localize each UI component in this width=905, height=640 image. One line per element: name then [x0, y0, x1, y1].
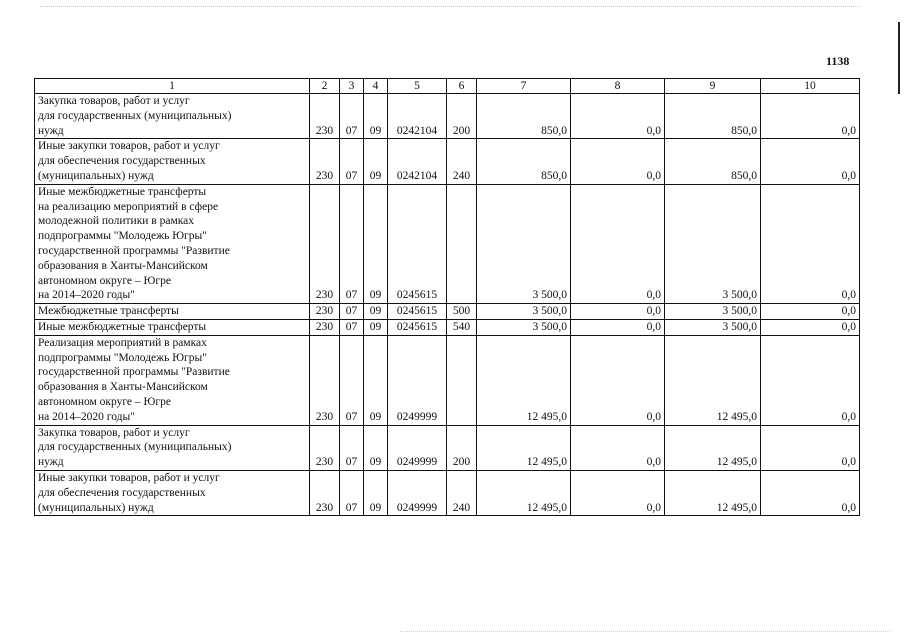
ministry-code-cell: 230: [310, 94, 340, 139]
amount-cell: 0,0: [571, 304, 665, 320]
amount-cell: 3 500,0: [665, 304, 761, 320]
ministry-code-cell: 230: [310, 139, 340, 184]
amount-cell: 0,0: [571, 184, 665, 303]
subsection-cell: 09: [364, 335, 388, 425]
amount-cell: 12 495,0: [477, 335, 571, 425]
amount-cell: 0,0: [571, 319, 665, 335]
budget-table: [34, 78, 860, 516]
expense-type-cell: 240: [447, 470, 477, 515]
row-name-cell: Иные закупки товаров, работ и услуг для обеспечения государственных (муниципальных) нужд: [35, 139, 310, 184]
section-cell: 07: [340, 94, 364, 139]
amount-cell: 0,0: [761, 470, 860, 515]
row-name-cell: Иные межбюджетные трансферты: [35, 319, 310, 335]
amount-cell: 0,0: [571, 139, 665, 184]
amount-cell: 850,0: [665, 94, 761, 139]
amount-cell: 3 500,0: [665, 184, 761, 303]
amount-cell: 0,0: [761, 94, 860, 139]
row-name-cell: Закупка товаров, работ и услуг для государственных (муниципальных) нужд: [35, 425, 310, 470]
target-article-cell: 0245615: [388, 184, 447, 303]
header-cell-5: 5: [388, 79, 447, 94]
row-name-cell: Закупка товаров, работ и услуг для государственных (муниципальных) нужд: [35, 94, 310, 139]
expense-type-cell: [447, 335, 477, 425]
target-article-cell: 0242104: [388, 139, 447, 184]
header-cell-8: 8: [571, 79, 665, 94]
amount-cell: 3 500,0: [665, 319, 761, 335]
amount-cell: 0,0: [761, 335, 860, 425]
header-cell-10: 10: [761, 79, 860, 94]
scan-artifact-bottom: [400, 631, 890, 632]
amount-cell: 12 495,0: [665, 425, 761, 470]
target-article-cell: 0249999: [388, 335, 447, 425]
row-name-cell: Межбюджетные трансферты: [35, 304, 310, 320]
header-cell-9: 9: [665, 79, 761, 94]
amount-cell: 0,0: [761, 319, 860, 335]
expense-type-cell: 200: [447, 94, 477, 139]
table-row: [35, 470, 860, 515]
section-cell: 07: [340, 319, 364, 335]
table-row: [35, 319, 860, 335]
amount-cell: 0,0: [571, 94, 665, 139]
amount-cell: 12 495,0: [477, 470, 571, 515]
ministry-code-cell: 230: [310, 184, 340, 303]
amount-cell: 850,0: [477, 94, 571, 139]
header-cell-3: 3: [340, 79, 364, 94]
amount-cell: 12 495,0: [665, 335, 761, 425]
page-edge-mark: [898, 22, 900, 94]
section-cell: 07: [340, 425, 364, 470]
table-row: [35, 425, 860, 470]
amount-cell: 12 495,0: [477, 425, 571, 470]
expense-type-cell: 240: [447, 139, 477, 184]
amount-cell: 0,0: [571, 425, 665, 470]
amount-cell: 0,0: [571, 470, 665, 515]
page-number: 1138: [826, 54, 850, 68]
table-row: [35, 184, 860, 303]
table-row: [35, 335, 860, 425]
header-cell-1: 1: [35, 79, 310, 94]
row-name-cell: Иные закупки товаров, работ и услуг для обеспечения государственных (муниципальных) нужд: [35, 470, 310, 515]
section-cell: 07: [340, 335, 364, 425]
ministry-code-cell: 230: [310, 335, 340, 425]
amount-cell: 0,0: [761, 425, 860, 470]
ministry-code-cell: 230: [310, 319, 340, 335]
header-cell-4: 4: [364, 79, 388, 94]
amount-cell: 3 500,0: [477, 184, 571, 303]
subsection-cell: 09: [364, 319, 388, 335]
target-article-cell: 0245615: [388, 319, 447, 335]
amount-cell: 3 500,0: [477, 319, 571, 335]
amount-cell: 3 500,0: [477, 304, 571, 320]
subsection-cell: 09: [364, 139, 388, 184]
header-cell-7: 7: [477, 79, 571, 94]
row-name-cell: Иные межбюджетные трансферты на реализацию мероприятий в сфере молодежной политики в рамках подпрограммы "Молодежь Югры" государственной программы "Развитие образования в Ханты-Мансийском автономном округе – Югре на 2014–2020 годы": [35, 184, 310, 303]
table-row: [35, 304, 860, 320]
table-header-row: [35, 79, 860, 94]
subsection-cell: 09: [364, 425, 388, 470]
amount-cell: 0,0: [761, 139, 860, 184]
target-article-cell: 0242104: [388, 94, 447, 139]
target-article-cell: 0249999: [388, 425, 447, 470]
section-cell: 07: [340, 184, 364, 303]
header-cell-6: 6: [447, 79, 477, 94]
expense-type-cell: [447, 184, 477, 303]
subsection-cell: 09: [364, 184, 388, 303]
expense-type-cell: 500: [447, 304, 477, 320]
ministry-code-cell: 230: [310, 470, 340, 515]
expense-type-cell: 540: [447, 319, 477, 335]
amount-cell: 0,0: [761, 184, 860, 303]
amount-cell: 850,0: [665, 139, 761, 184]
table-row: [35, 139, 860, 184]
target-article-cell: 0245615: [388, 304, 447, 320]
subsection-cell: 09: [364, 94, 388, 139]
scan-artifact-top: [40, 6, 860, 7]
amount-cell: 0,0: [571, 335, 665, 425]
table-row: [35, 94, 860, 139]
target-article-cell: 0249999: [388, 470, 447, 515]
section-cell: 07: [340, 139, 364, 184]
amount-cell: 850,0: [477, 139, 571, 184]
amount-cell: 12 495,0: [665, 470, 761, 515]
subsection-cell: 09: [364, 470, 388, 515]
header-cell-2: 2: [310, 79, 340, 94]
ministry-code-cell: 230: [310, 304, 340, 320]
section-cell: 07: [340, 470, 364, 515]
amount-cell: 0,0: [761, 304, 860, 320]
section-cell: 07: [340, 304, 364, 320]
row-name-cell: Реализация мероприятий в рамках подпрограммы "Молодежь Югры" государственной программы "Развитие образования в Ханты-Мансийском автономном округе – Югре на 2014–2020 годы": [35, 335, 310, 425]
expense-type-cell: 200: [447, 425, 477, 470]
subsection-cell: 09: [364, 304, 388, 320]
ministry-code-cell: 230: [310, 425, 340, 470]
